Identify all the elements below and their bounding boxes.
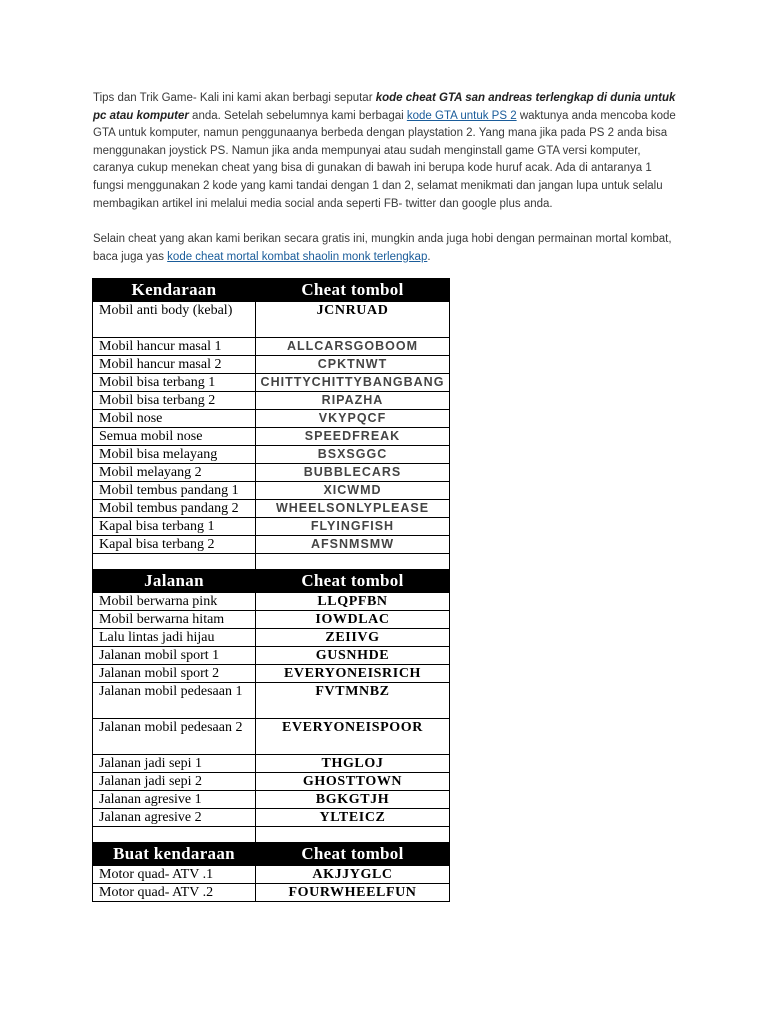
section-header-cheat: Cheat tombol (256, 570, 450, 593)
table-row (93, 719, 450, 755)
table-row (93, 683, 450, 719)
row-cheat-code: VKYPQCF (256, 410, 450, 428)
row-description: Mobil tembus pandang 1 (93, 482, 256, 500)
row-description: Mobil anti body (kebal) (93, 302, 256, 338)
row-cheat-code: RIPAZHA (256, 392, 450, 410)
row-description: Motor quad- ATV .2 (93, 884, 256, 902)
table-row (93, 536, 450, 554)
section-header-row (93, 279, 450, 302)
row-cheat-code: ZEIIVG (256, 629, 450, 647)
row-description: Kapal bisa terbang 2 (93, 536, 256, 554)
table-row (93, 665, 450, 683)
row-cheat-code: CHITTYCHITTYBANGBANG (256, 374, 450, 392)
row-description: Mobil bisa terbang 1 (93, 374, 256, 392)
table-row (93, 410, 450, 428)
row-cheat-code: LLQPFBN (256, 593, 450, 611)
table-row (93, 884, 450, 902)
table-row (93, 428, 450, 446)
row-cheat-code: THGLOJ (256, 755, 450, 773)
row-cheat-code: WHEELSONLYPLEASE (256, 500, 450, 518)
row-cheat-code: BSXSGGC (256, 446, 450, 464)
section-header-row (93, 843, 450, 866)
row-description: Mobil berwarna hitam (93, 611, 256, 629)
table-row (93, 356, 450, 374)
section-header-category: Kendaraan (93, 279, 256, 302)
table-row (93, 773, 450, 791)
row-cheat-code: CPKTNWT (256, 356, 450, 374)
article-body (93, 90, 678, 266)
table-row (93, 392, 450, 410)
row-description: Semua mobil nose (93, 428, 256, 446)
row-cheat-code: FLYINGFISH (256, 518, 450, 536)
section-header-row (93, 570, 450, 593)
row-description: Mobil hancur masal 1 (93, 338, 256, 356)
table-row (93, 482, 450, 500)
table-row (93, 611, 450, 629)
table-row (93, 446, 450, 464)
row-description: Kapal bisa terbang 1 (93, 518, 256, 536)
row-description: Jalanan mobil sport 1 (93, 647, 256, 665)
row-cheat-code: AKJJYGLC (256, 866, 450, 884)
table-row (93, 791, 450, 809)
cheat-table (92, 278, 450, 902)
row-cheat-code: BUBBLECARS (256, 464, 450, 482)
intro-paragraph (93, 90, 678, 213)
row-cheat-code: XICWMD (256, 482, 450, 500)
row-cheat-code: EVERYONEISRICH (256, 665, 450, 683)
row-cheat-code: IOWDLAC (256, 611, 450, 629)
second-text-start: Selain cheat yang akan kami berikan secara gratis ini, mungkin anda juga hobi dengan permainan mortal kombat, baca juga yas (93, 233, 672, 263)
table-spacer-cell (256, 827, 450, 843)
intro-text-end: waktunya anda mencoba kode GTA untuk komputer, namun penggunaanya berbeda dengan playstation 2. Yang mana jika pada PS 2 anda bisa menggunakan joystick PS. Namun jika anda mempunyai atau sudah menginstall game GTA versi komputer, caranya cukup menekan cheat yang bisa di gunakan di bawah ini berupa kode huruf acak. Ada di antaranya 1 fungsi menggunakan 2 kode yang kami tandai dengan 1 dan 2, selamat menikmati dan jangan lupa untuk selalu membagikan artikel ini melalui media social anda seperti FB- twitter dan google plus anda. (93, 109, 676, 210)
row-cheat-code: GUSNHDE (256, 647, 450, 665)
row-cheat-code: JCNRUAD (256, 302, 450, 338)
row-description: Jalanan jadi sepi 2 (93, 773, 256, 791)
row-description: Mobil melayang 2 (93, 464, 256, 482)
second-paragraph (93, 231, 678, 266)
row-description: Mobil bisa terbang 2 (93, 392, 256, 410)
row-cheat-code: YLTEICZ (256, 809, 450, 827)
row-cheat-code: FVTMNBZ (256, 683, 450, 719)
table-row (93, 500, 450, 518)
second-text-end: . (427, 250, 431, 263)
intro-text-start: Tips dan Trik Game- Kali ini kami akan berbagi seputar (93, 92, 376, 104)
row-description: Mobil berwarna pink (93, 593, 256, 611)
row-description: Mobil nose (93, 410, 256, 428)
row-description: Motor quad- ATV .1 (93, 866, 256, 884)
row-description: Mobil bisa melayang (93, 446, 256, 464)
intro-text-mid: anda. Setelah sebelumnya kami berbagai (188, 109, 407, 122)
table-spacer-row (93, 827, 450, 843)
row-description: Jalanan mobil pedesaan 1 (93, 683, 256, 719)
intro-bold-keyword: kode cheat GTA san andreas terlengkap di dunia untuk pc atau komputer (93, 92, 676, 122)
link-kode-gta-ps2[interactable]: kode GTA untuk PS 2 (406, 109, 517, 122)
row-cheat-code: BGKGTJH (256, 791, 450, 809)
row-description: Jalanan agresive 1 (93, 791, 256, 809)
table-row (93, 338, 450, 356)
row-cheat-code: EVERYONEISPOOR (256, 719, 450, 755)
link-mortal-kombat[interactable]: kode cheat mortal kombat shaolin monk terlengkap (167, 250, 428, 263)
row-description: Jalanan agresive 2 (93, 809, 256, 827)
table-row (93, 374, 450, 392)
section-header-category: Jalanan (93, 570, 256, 593)
table-spacer-row (93, 554, 450, 570)
table-row (93, 629, 450, 647)
section-header-category: Buat kendaraan (93, 843, 256, 866)
row-cheat-code: AFSNMSMW (256, 536, 450, 554)
section-header-cheat: Cheat tombol (256, 279, 450, 302)
table-row (93, 647, 450, 665)
section-header-cheat: Cheat tombol (256, 843, 450, 866)
table-row (93, 866, 450, 884)
table-row (93, 755, 450, 773)
row-description: Jalanan jadi sepi 1 (93, 755, 256, 773)
table-row (93, 302, 450, 338)
row-cheat-code: ALLCARSGOBOOM (256, 338, 450, 356)
row-cheat-code: SPEEDFREAK (256, 428, 450, 446)
table-spacer-cell (93, 827, 256, 843)
table-row (93, 518, 450, 536)
row-cheat-code: FOURWHEELFUN (256, 884, 450, 902)
table-spacer-cell (256, 554, 450, 570)
table-row (93, 593, 450, 611)
table-row (93, 464, 450, 482)
row-description: Jalanan mobil sport 2 (93, 665, 256, 683)
row-cheat-code: GHOSTTOWN (256, 773, 450, 791)
table-row (93, 809, 450, 827)
row-description: Mobil hancur masal 2 (93, 356, 256, 374)
row-description: Jalanan mobil pedesaan 2 (93, 719, 256, 755)
row-description: Mobil tembus pandang 2 (93, 500, 256, 518)
row-description: Lalu lintas jadi hijau (93, 629, 256, 647)
table-spacer-cell (93, 554, 256, 570)
